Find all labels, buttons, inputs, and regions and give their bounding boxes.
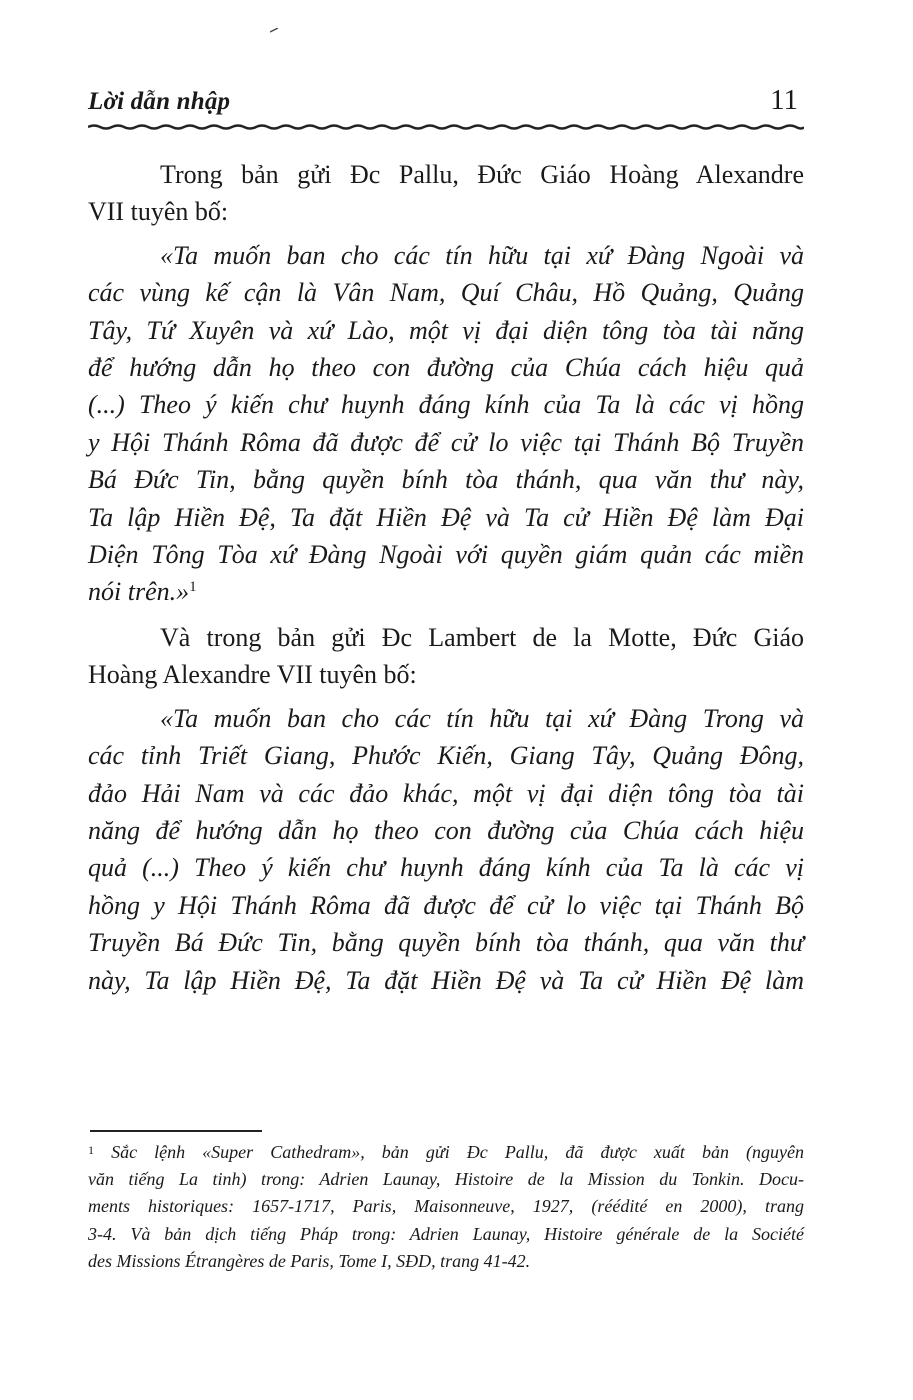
quote-1-line: Bá Đức Tin, bằng quyền bính tòa thánh, qua văn thư này, (88, 465, 804, 495)
footnote-line: văn tiếng La tinh) trong: Adrien Launay, Histoire de la Mission du Tonkin. Docu- (88, 1169, 804, 1190)
paragraph-1-cont (88, 193, 804, 230)
quote-1-line: (...) Theo ý kiến chư huynh đáng kính của Ta là các vị hồng (88, 390, 804, 420)
footnote-line: ments historiques: 1657-1717, Paris, Maisonneuve, 1927, (réédité en 2000), trang (88, 1196, 804, 1217)
footnote-line: des Missions Étrangères de Paris, Tome I, SĐD, trang 41-42. (88, 1250, 531, 1271)
quote-1-line: các vùng kế cận là Vân Nam, Quí Châu, Hồ Quảng, Quảng (88, 278, 804, 308)
quote-2-line: năng để hướng dẫn họ theo con đường của Chúa cách hiệu (88, 815, 804, 845)
quote-2-line: các tỉnh Triết Giang, Phước Kiến, Giang Tây, Quảng Đông, (88, 741, 804, 771)
quote-1-line: y Hội Thánh Rôma đã được để cử lo việc tại Thánh Bộ Truyền (88, 427, 804, 457)
paragraph-1 (88, 156, 804, 193)
paragraph-1-line: VII tuyên bố: (88, 197, 229, 227)
footnote (88, 1139, 804, 1275)
paragraph-1-line: Trong bản gửi Đc Pallu, Đức Giáo Hoàng Alexandre (160, 160, 804, 189)
paragraph-2-line: Và trong bản gửi Đc Lambert de la Motte, Đức Giáo (160, 622, 804, 652)
page-number: 11 (770, 84, 798, 116)
quote-1-line: Tây, Tứ Xuyên và xứ Lào, một vị đại diện tông tòa tài năng (88, 315, 804, 345)
footnote-rule (90, 1130, 262, 1132)
print-speck (270, 28, 279, 33)
paragraph-2-line: Hoàng Alexandre VII tuyên bố: (88, 660, 417, 690)
paragraph-2 (88, 619, 804, 694)
quote-2-line: đảo Hải Nam và các đảo khác, một vị đại diện tông tòa tài (88, 778, 804, 808)
quote-2-line: Truyền Bá Đức Tin, bằng quyền bính tòa thánh, qua văn thư (88, 928, 804, 958)
quote-2-line: hồng y Hội Thánh Rôma đã được để cử lo việc tại Thánh Bộ (88, 890, 804, 920)
footnote-line: Sắc lệnh «Super Cathedram», bản gửi Đc Pallu, đã được xuất bản (nguyên (111, 1142, 805, 1162)
quote-1-line: «Ta muốn ban cho các tín hữu tại xứ Đàng Ngoài và (160, 240, 804, 270)
page-header (88, 84, 810, 124)
quote-1-line: Diện Tông Tòa xứ Đàng Ngoài với quyền giám quản các miền (88, 540, 804, 570)
footnote-line: 3-4. Và bản dịch tiếng Pháp trong: Adrien Launay, Histoire générale de la Société (88, 1223, 804, 1244)
quote-1-line: nói trên.» (88, 577, 190, 607)
body-text (88, 156, 804, 999)
quote-1 (88, 237, 804, 611)
footnote-reference[interactable]: 1 (189, 579, 197, 596)
running-head: Lời dẫn nhập (88, 88, 231, 115)
footnote-marker: 1 (88, 1143, 94, 1157)
footnote-first-line (88, 1139, 804, 1166)
header-rule (88, 124, 804, 130)
quote-1-line: để hướng dẫn họ theo con đường của Chúa cách hiệu quả (88, 353, 804, 383)
quote-2 (88, 700, 804, 999)
quote-2-line: quả (...) Theo ý kiến chư huynh đáng kính của Ta là các vị (88, 853, 804, 883)
quote-1-line: Ta lập Hiền Đệ, Ta đặt Hiền Đệ và Ta cử Hiền Đệ làm Đại (88, 502, 804, 532)
quote-1-last-line (88, 573, 804, 610)
quote-2-line: này, Ta lập Hiền Đệ, Ta đặt Hiền Đệ và Ta cử Hiền Đệ làm (88, 965, 804, 995)
quote-2-line: «Ta muốn ban cho các tín hữu tại xứ Đàng Trong và (160, 703, 804, 733)
